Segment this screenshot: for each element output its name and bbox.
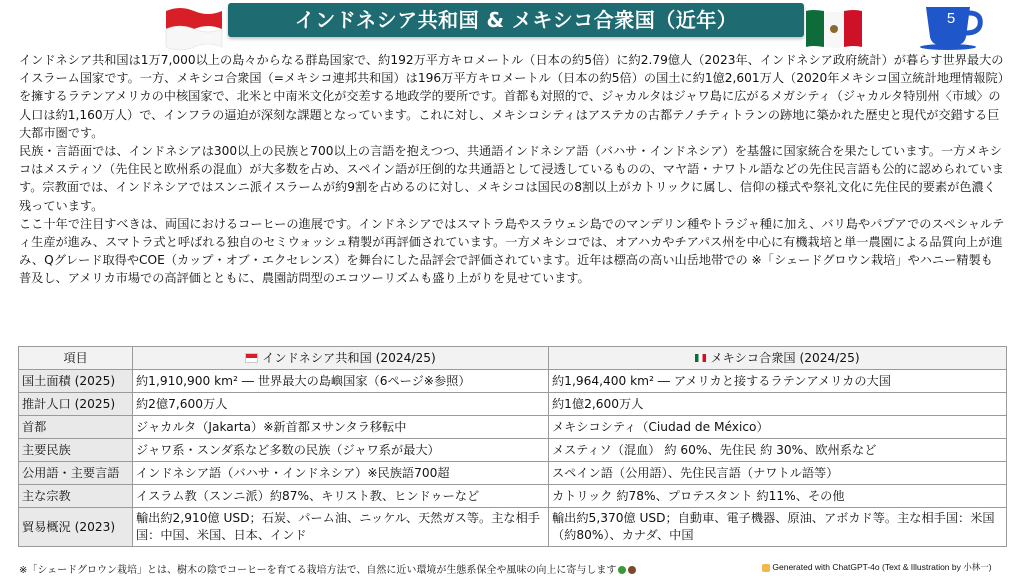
title-banner [228,3,804,37]
table-row [19,370,1007,393]
indonesia-mini-flag-icon [245,353,258,363]
cell-indonesia: インドネシア語（バハサ・インドネシア）※民族語700超 [133,462,549,485]
footnote [19,561,636,576]
row-label: 公用語・主要言語 [19,462,133,485]
table-row [19,462,1007,485]
coffee-icon [628,566,636,574]
footnote-text: ※「シェードグロウン栽培」とは、樹木の陰でコーヒーを育てる栽培方法で、自然に近い環境が生態系保全や風味の向上に寄与します [19,565,617,576]
cell-indonesia: 約1,910,900 km² ― 世界最大の島嶼国家（6ページ※参照） [133,370,549,393]
row-label: 貿易概況 (2023) [19,508,133,547]
header-mexico-label: メキシコ合衆国 (2024/25) [710,350,860,365]
credit-text: Generated with ChatGPT-4o (Text & Illustration by 小林一) [772,562,992,572]
cell-indonesia: ジャカルタ（Jakarta）※新首都ヌサンタラ移転中 [133,416,549,439]
cell-mexico: 約1億2,600万人 [549,393,1007,416]
article-body [19,51,1005,288]
paragraph-coffee: ここ十年で注目すべきは、両国におけるコーヒーの進展です。インドネシアではスマトラ島やスラウェシ島でのマンデリン種やトラジャ種に加え、バリ島やパプアでのスペシャルティ生産が進み、スマトラ式と呼ばれる独自のセミウォッシュ精製が再評価されています。一方メキシコでは、オアハカやチアパス州を中心に有機栽培と単一農園による品質向上が進み、Qグレード取得やCOE（カップ・オブ・エクセレンス）を舞台にした品評会で評価されています。近年は標高の高い山岳地帯での ※「シェードグロウン栽培」やハニー精製も普及し、アメリカ市場での高評価とともに、農園訪問型のエコツーリズムも盛り上がりを見せています。 [19,216,1005,286]
table-row [19,485,1007,508]
page-title: インドネシア共和国 & メキシコ合衆国（近年） [294,8,738,32]
credit-line [760,561,992,573]
paragraph-overview: インドネシア共和国は1万7,000以上の島々からなる群島国家で、約192万平方キロメートル（日本の約5倍）に約2.79億人（2023年、インドネシア政府統計）が暮らす世界最大のイスラーム国家です。一方、メキシコ合衆国（=メキシコ連邦共和国）は196万平方キロメートル（日本の約5倍）の国土に約1億2,601万人（2020年メキシコ国立統計地理情報院）を擁するラテンアメリカの中核国家で、北米と中南米文化が交差する地政学的要所です。首都も対照的で、ジャカルタはジャワ島に広がるメガシティ（ジャカルタ特別州〈市域〉の人口は約1,160万人）で、インフラの逼迫が深刻な課題となっています。これに対し、メキシコシティはアステカの古都テノチティトランの跡地に築かれた歴史と現代が交錯する巨大都市圏です。 [19,53,1004,140]
row-label: 国土面積 (2025) [19,370,133,393]
paragraph-ethnicity-language: 民族・言語面では、インドネシアは300以上の民族と700以上の言語を抱えつつ、共通語インドネシア語（バハサ・インドネシア）を基盤に国家統合を果たしています。一方メキシコはメスティソ（先住民と欧州系の混血）が大多数を占め、スペイン語が圧倒的な共通語として浸透しているものの、マヤ語・ナワトル語などの先住民言語も公的に認められています。宗教面では、インドネシアではスンニ派イスラームが約9割を占めるのに対し、メキシコは国民の8割以上がカトリックに属し、信仰の様式や祭礼文化に先住民的要素が色濃く残っています。 [19,144,1004,213]
header-indonesia [133,347,549,370]
cell-mexico: スペイン語（公用語）、先住民言語（ナワトル語等） [549,462,1007,485]
header-item: 項目 [19,347,133,370]
mexico-flag-icon [800,3,868,51]
cell-indonesia: ジャワ系・スンダ系など多数の民族（ジャワ系が最大） [133,439,549,462]
header-indonesia-label: インドネシア共和国 (2024/25) [262,350,436,365]
indonesia-flag-icon [160,3,228,51]
table-row [19,393,1007,416]
row-label: 主要民族 [19,439,133,462]
cell-mexico: メスティソ（混血） 約 60%、先住民 約 30%、欧州系など [549,439,1007,462]
table-row [19,416,1007,439]
row-label: 主な宗教 [19,485,133,508]
cell-mexico: 約1,964,400 km² ― アメリカと接するラテンアメリカの大国 [549,370,1007,393]
table-header-row [19,347,1007,370]
row-label: 推計人口 (2025) [19,393,133,416]
cell-indonesia: イスラム教（スンニ派）約87%、キリスト教、ヒンドゥーなど [133,485,549,508]
mexico-mini-flag-icon [695,354,706,362]
cell-mexico: カトリック 約78%、プロテスタント 約11%、その他 [549,485,1007,508]
table-row [19,508,1007,547]
table-row [19,439,1007,462]
globe-icon [618,566,626,574]
comparison-table [18,346,1007,547]
pointing-hand-icon [762,564,770,572]
page-number: 5 [946,10,956,27]
cell-mexico: メキシコシティ（Ciudad de México） [549,416,1007,439]
cell-indonesia: 輸出約2,910億 USD；石炭、パーム油、ニッケル、天然ガス等。主な相手国：中国、米国、日本、インド [133,508,549,547]
cell-indonesia: 約2億7,600万人 [133,393,549,416]
header-mexico [549,347,1007,370]
cell-mexico: 輸出約5,370億 USD；自動車、電子機器、原油、アボカド等。主な相手国：米国（約80%）、カナダ、中国 [549,508,1007,547]
row-label: 首都 [19,416,133,439]
